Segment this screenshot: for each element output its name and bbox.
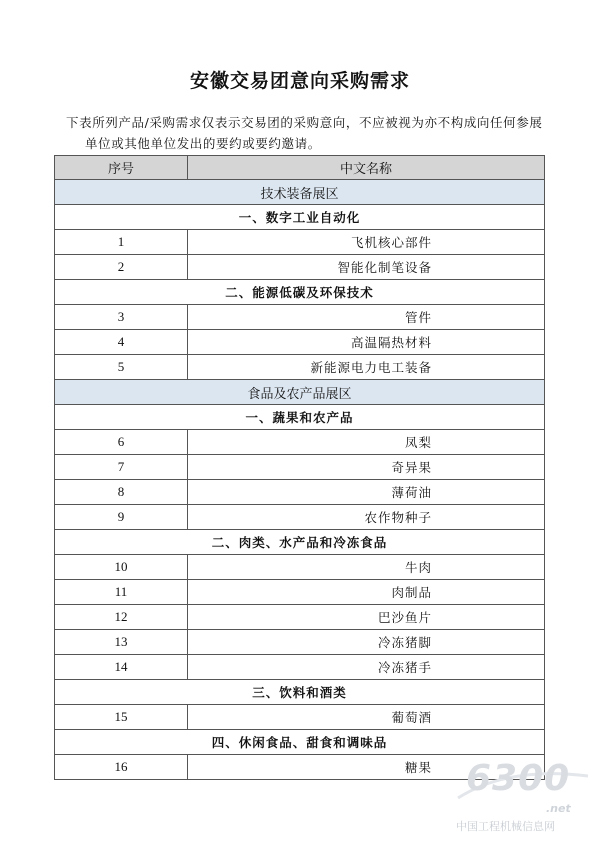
item-name: 冷冻猪手 [188, 655, 545, 680]
item-number: 6 [55, 430, 188, 455]
section-row [55, 180, 545, 205]
table-row [55, 230, 545, 255]
table-row [55, 630, 545, 655]
item-name: 管件 [188, 305, 545, 330]
intro-line-2: 单位或其他单位发出的要约或要约邀请。 [85, 136, 321, 151]
watermark-site-name: 中国工程机械信息网 [456, 820, 555, 833]
item-name: 农作物种子 [188, 505, 545, 530]
table-row [55, 355, 545, 380]
category-row [55, 405, 545, 430]
intro-paragraph [52, 112, 552, 154]
table-row [55, 580, 545, 605]
watermark-suffix: .net [546, 802, 571, 815]
item-number: 8 [55, 480, 188, 505]
table-row [55, 430, 545, 455]
item-number: 15 [55, 705, 188, 730]
category-row [55, 680, 545, 705]
table-body [55, 180, 545, 780]
category-title: 二、能源低碳及环保技术 [55, 280, 545, 305]
item-name: 凤梨 [188, 430, 545, 455]
procurement-table [54, 155, 545, 780]
table-row [55, 605, 545, 630]
section-row [55, 380, 545, 405]
item-number: 9 [55, 505, 188, 530]
category-title: 二、肉类、水产品和冷冻食品 [55, 530, 545, 555]
item-number: 16 [55, 755, 188, 780]
page-title: 安徽交易团意向采购需求 [189, 70, 410, 92]
item-number: 12 [55, 605, 188, 630]
item-name: 新能源电力电工装备 [188, 355, 545, 380]
category-title: 三、饮料和酒类 [55, 680, 545, 705]
table-header-row [55, 156, 545, 180]
header-chinese-name: 中文名称 [188, 156, 545, 180]
watermark-logo [448, 758, 598, 838]
category-row [55, 280, 545, 305]
item-number: 11 [55, 580, 188, 605]
item-name: 薄荷油 [188, 480, 545, 505]
category-row [55, 730, 545, 755]
header-serial: 序号 [55, 156, 188, 180]
table-row [55, 305, 545, 330]
item-name: 飞机核心部件 [188, 230, 545, 255]
item-name: 糖果 [188, 755, 545, 780]
item-name: 智能化制笔设备 [188, 255, 545, 280]
table-row [55, 705, 545, 730]
table-row [55, 655, 545, 680]
table-row [55, 505, 545, 530]
item-name: 肉制品 [188, 580, 545, 605]
category-title: 一、蔬果和农产品 [55, 405, 545, 430]
table-row [55, 480, 545, 505]
watermark-number: 6300 [466, 758, 571, 799]
category-title: 四、休闲食品、甜食和调味品 [55, 730, 545, 755]
item-name: 高温隔热材料 [188, 330, 545, 355]
item-number: 7 [55, 455, 188, 480]
item-number: 2 [55, 255, 188, 280]
item-name: 奇异果 [188, 455, 545, 480]
table-row [55, 330, 545, 355]
item-number: 3 [55, 305, 188, 330]
item-number: 4 [55, 330, 188, 355]
item-number: 1 [55, 230, 188, 255]
category-row [55, 530, 545, 555]
section-title: 技术装备展区 [55, 180, 545, 205]
section-title: 食品及农产品展区 [55, 380, 545, 405]
item-name: 牛肉 [188, 555, 545, 580]
intro-line-1: 下表所列产品/采购需求仅表示交易团的采购意向，不应被视为亦不构成向任何参展 [66, 115, 543, 130]
table-row [55, 255, 545, 280]
item-name: 葡萄酒 [188, 705, 545, 730]
category-row [55, 205, 545, 230]
item-number: 13 [55, 630, 188, 655]
item-number: 5 [55, 355, 188, 380]
item-name: 冷冻猪脚 [188, 630, 545, 655]
item-number: 10 [55, 555, 188, 580]
item-name: 巴沙鱼片 [188, 605, 545, 630]
item-number: 14 [55, 655, 188, 680]
table-row [55, 555, 545, 580]
table-row [55, 455, 545, 480]
category-title: 一、数字工业自动化 [55, 205, 545, 230]
